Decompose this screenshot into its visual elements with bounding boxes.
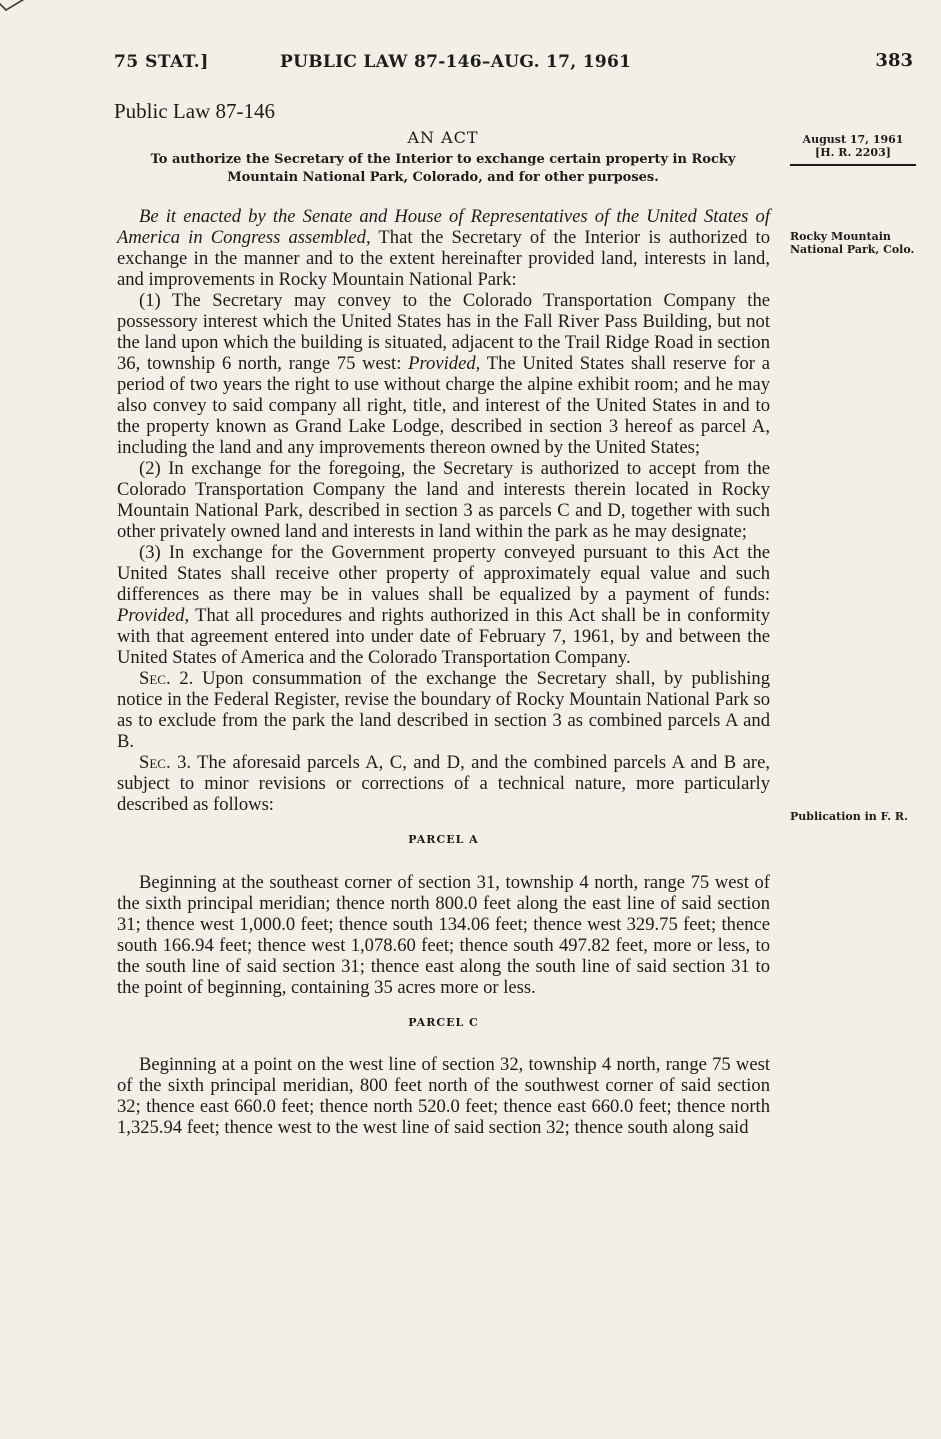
paragraph-1 <box>117 290 770 458</box>
section-2 <box>117 668 770 752</box>
section-2-text: Upon consummation of the exchange the Secretary shall, by publishing notice in the Federal Register, revise the boundary of Rocky Mountain National Park so as to exclude from the park the land described in section 3 as combined parcels A and B. <box>117 668 770 752</box>
margin-rule <box>790 164 916 166</box>
law-header: PUBLIC LAW 87-146–AUG. 17, 1961 <box>280 52 632 72</box>
parcel-c-description: Beginning at a point on the west line of section 32, township 4 north, range 75 west of the sixth principal meridian, 800 feet north of the southwest corner of said section 32; thence east 660.0 feet; thence north 520.0 feet; thence east 660.0 feet; thence north 1,325.94 feet; thence west to the west line of said section 32; thence south along said <box>117 1054 770 1138</box>
section-2-label: Sec. 2. <box>139 668 194 689</box>
enacting-clause <box>117 206 770 290</box>
margin-publication-note: Publication in F. R. <box>790 810 908 823</box>
paragraph-3-text-b: That all procedures and rights authorized in this Act shall be in conformity with that agreement entered into under date of February 7, 1961, by and between the United States of America and the Colorado Transportation Company. <box>117 605 770 668</box>
parcel-c-heading: PARCEL C <box>408 1016 479 1029</box>
section-3 <box>117 752 770 815</box>
act-heading: AN ACT <box>407 128 479 147</box>
page-number: 383 <box>875 50 913 71</box>
paragraph-2: (2) In exchange for the foregoing, the Secretary is authorized to accept from the Colorado Transportation Company the land and interests therein located in Rocky Mountain National Park, described in section 3 as parcels C and D, together with such other privately owned land and interests in land within the park as he may designate; <box>117 458 770 542</box>
paragraph-1-proviso: Provided, <box>408 353 481 374</box>
enacting-clause-italic: Be it enacted by the Senate and House of Representatives of the United States of America in Congress assembled, <box>117 206 770 248</box>
paragraph-3-text-a: (3) In exchange for the Government property conveyed pursuant to this Act the United States shall receive other property of approximately equal value and such differences as there may be in values shall be equalized by a payment of funds: <box>117 542 770 605</box>
enacting-clause-text: That the Secretary of the Interior is authorized to exchange in the manner and to the extent hereinafter provided land, interests in land, and improvements in Rocky Mountain National Park: <box>117 227 770 290</box>
section-3-label: Sec. 3. <box>139 752 192 773</box>
public-law-title: Public Law 87-146 <box>114 99 275 123</box>
margin-park-note: Rocky Mountain National Park, Colo. <box>790 230 915 256</box>
volume-reference: 75 STAT.] <box>114 52 209 72</box>
pen-check-mark <box>0 0 30 18</box>
section-3-text: The aforesaid parcels A, C, and D, and the combined parcels A and B are, subject to minor revisions or corrections of a technical nature, more particularly described as follows: <box>117 752 770 815</box>
paragraph-1-text-b: The United States shall reserve for a period of two years the right to use without charge the alpine exhibit room; and he may also convey to said company all right, title, and interest of the United States in and to the property known as Grand Lake Lodge, described in section 3 hereof as parcel A, including the land and any improvements thereon owned by the United States; <box>117 353 770 458</box>
parcel-a-heading: PARCEL A <box>408 833 479 846</box>
margin-date-note <box>790 133 916 159</box>
paragraph-1-text-a: (1) The Secretary may convey to the Colorado Transportation Company the possessory interest which the United States has in the Fall River Pass Building, but not the land upon which the building is situated, adjacent to the Trail Ridge Road in section 36, township 6 north, range 75 west: <box>117 290 770 374</box>
bill-number: [H. R. 2203] <box>815 146 891 159</box>
enactment-date: August 17, 1961 <box>802 133 904 146</box>
parcel-a-description: Beginning at the southeast corner of section 31, township 4 north, range 75 west of the sixth principal meridian; thence north 800.0 feet along the east line of said section 31; thence west 1,000.0 feet; thence south 134.06 feet; thence west 329.75 feet; thence south 166.94 feet; thence west 1,078.60 feet; thence south 497.82 feet, more or less, to the south line of said section 31; thence east along the south line of said section 31 to the point of beginning, containing 35 acres more or less. <box>117 872 770 998</box>
paragraph-3-proviso: Provided, <box>117 605 190 626</box>
act-purpose: To authorize the Secretary of the Interior to exchange certain property in Rocky Mountain National Park, Colorado, and for other purposes. <box>150 152 736 185</box>
running-head <box>114 48 913 74</box>
act-body <box>117 206 770 1138</box>
paragraph-3 <box>117 542 770 668</box>
